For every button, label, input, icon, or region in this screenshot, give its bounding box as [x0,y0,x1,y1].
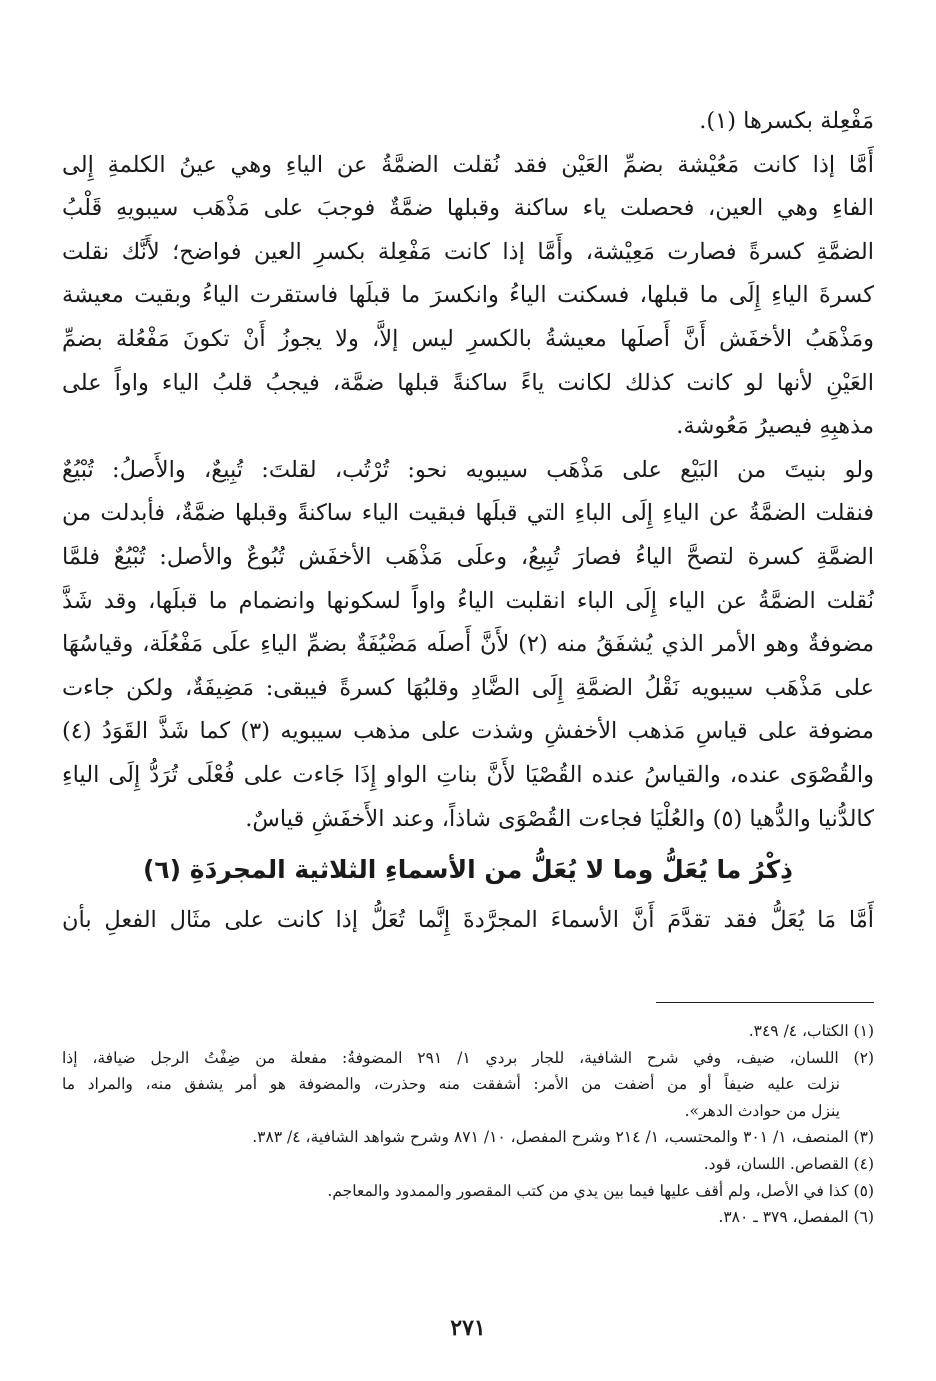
text-line: على مَذْهَب سيبويه نَقْلُ الضمَّةِ إِلَى الضَّادِ وقلبُهَا كسرةً فيبقى: مَضِيفَةٌ، ولكن جاءت [62,674,874,701]
footnote-divider [656,1002,874,1003]
text-line: مضوفة على قياسِ مَذهب الأخفشِ وشذت على مذهب سيبويه (٣) كما شَذَّ القَوَدُ (٤) [62,718,874,745]
section-heading: ذِكْرُ ما يُعَلُّ وما لا يُعَلُّ من الأسماءِ الثلاثية المجردَةِ (٦) [142,855,794,885]
text-line: كسرةَ الياءِ إِلَى ما قبلها، فسكنت الياءُ وانكسرَ ما قبلَها فاستقرت الياءُ وبقيت معيشة [62,282,874,309]
text-line: نُقلت الضمَّةُ عن الياء إِلَى الباء انقلبت الياءُ واواً لسكونها وانضمام ما قبلَها، وقد شَذَّ [62,587,874,614]
footnote-4: (٤) القصاص. اللسان، قود. [703,1154,874,1173]
text-line: العَيْنِ لأنها لو كانت كذلك لكانت ياءً ساكنةً قبلها ضمَّة، فيجبُ قلبُ الياء واواً على [62,369,874,396]
text-line: كالدُّنيا والدُّهيا (٥) والعُلْيَا فجاءت القُصْوَى شاذاً، وعند الأَخفَشِ قياسٌ. [245,805,874,832]
text-line: مضوفةٌ وهو الأمر الذي يُشفَقُ منه (٢) لأَنَّ أَصلَه مَضْيُفَةٌ بضمِّ الياءِ علَى مَفْعُلَة، وقياسُهَا [62,631,874,658]
text-line: والقُصْوَى عنده، والقياسُ عنده القُصْيَا لأَنَّ بناتِ الواو إِذَا جَاءت على فُعْلَى تُرَدُّ إِلَى الياءِ [62,761,874,788]
text-line: ولو بنيتَ من البَيْع على مَذْهَب سيبويه نحو: تُرْتُب، لقلتَ: تُبِيعٌ، والأَصلُ: تُبْيُعٌ [62,456,874,483]
text-line: مَفْعِلة بكسرها (١). [699,108,874,134]
text-line: مذهبِهِ فيصيرُ مَعُوشة. [676,413,874,440]
footnote-2-continuation: نزلت عليه ضيفاً أو من أضفت من الأمر: أشفقت منه وحذرت، والمضوفة هو أمر يشفق منه، والمراد ما [62,1075,840,1094]
footnote-6: (٦) المفصل، ٣٧٩ ـ ٣٨٠. [718,1208,874,1227]
footnote-2-continuation: ينزل من حوادث الدهر». [684,1101,840,1120]
footnote-5: (٥) كذا في الأصل، ولم أقف عليها فيما بين يدي من كتب المقصور والممدود والمعاجم. [327,1181,874,1200]
paragraph-2 [62,144,874,449]
footnote-2: (٢) اللسان، ضيف، وفي شرح الشافية، للجار بردي ١/ ٢٩١ المضوفةُ: مفعلة من ضِفْتُ الرجل ضيافة، إذا [62,1048,874,1067]
page-body [62,100,874,943]
paragraph-1 [62,100,874,144]
footnote-3: (٣) المنصف، ١/ ٣٠١ والمحتسب، ١/ ٢١٤ وشرح المفصل، ١٠/ ٨٧١ وشرح شواهد الشافية، ٤/ ٣٨٣. [252,1128,874,1147]
paragraph-3 [62,449,874,841]
text-line: فنقلت الضمَّةُ عن الياءِ إِلَى الباءِ التي قبلَها فبقيت الياء ساكنةً وقبلها ضمَّةٌ، فأبدلت من [62,500,874,527]
footnotes [62,1018,874,1231]
text-line: أَمَّا إذا كانت مَعُيْشة بضمِّ العَيْن فقد نُقلت الضمَّةُ عن الياءِ وهي عينُ الكلمةِ إِلى [62,151,874,178]
paragraph-4 [62,899,874,943]
text-line: الضمَّةِ كسرة لتصحَّ الياءُ فصارَ تُبِيعُ، وعلَى مَذْهَب الأخفَش تُبُوعٌ والأصل: تُبْيُعٌ فلمَّا [62,543,874,570]
text-line: الفاءِ وهي العين، فحصلت ياء ساكنة وقبلها ضمَّةٌ فوجبَ على مَذْهَب سيبويهِ قَلْبُ [62,195,874,222]
footnote-1: (١) الكتاب، ٤/ ٣٤٩. [748,1022,874,1040]
text-line: أَمَّا مَا يُعَلُّ فقد تقدَّمَ أَنَّ الأسماءَ المجرَّدةَ إِنَّما تُعَلُّ إذا كانت على مثَال الفعلِ بأن [62,907,874,934]
text-line: الضمَّةِ كسرةً فصارت مَعِيْشة، وأَمَّا إذا كانت مَفْعِلة بكسرِ العين فواضح؛ لأَنَّك نقلت [62,238,874,265]
page-number: ٢٧١ [450,1315,486,1341]
text-line: ومَذْهَبُ الأخفَش أَنَّ أَصلَها معيشةُ بالكسرِ ليس إلاَّ، ولا يجوزُ أَنْ تكونَ مَفْعُلة بضمِّ [62,325,874,352]
